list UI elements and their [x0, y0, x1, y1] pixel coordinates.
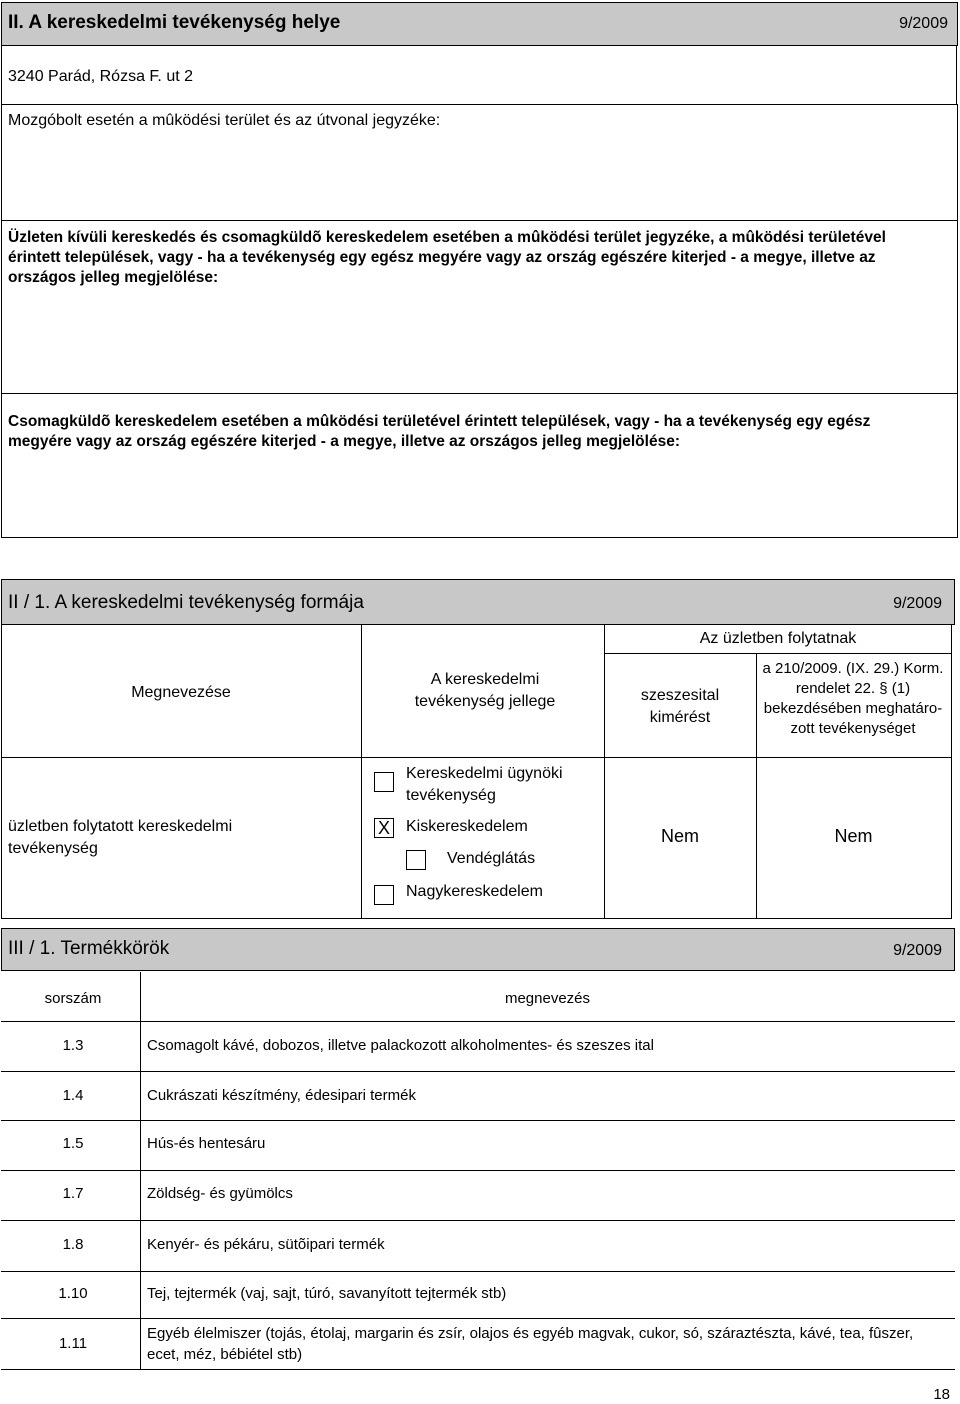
- section3-1-title: III / 1. Termékkörök: [8, 938, 170, 959]
- table-header-divider: [1, 757, 952, 758]
- row-divider: [1, 1220, 955, 1221]
- products-header-divider: [1, 1021, 955, 1022]
- mobile-route-label: Mozgóbolt esetén a mûködési terület és az útvonal jegyzéke:: [8, 112, 441, 129]
- row-name: Kenyér- és pékáru, sütõipari termék: [147, 1236, 385, 1253]
- table-col-divider-2: [604, 625, 605, 919]
- row-code: 1.5: [62, 1135, 84, 1152]
- col-product-header: megnevezés: [504, 990, 591, 1007]
- checkbox-wholesale[interactable]: [374, 885, 394, 905]
- table-col-divider-3: [756, 653, 757, 919]
- option-catering-label: Vendéglátás: [447, 850, 536, 867]
- checkbox-retail[interactable]: X: [374, 818, 394, 838]
- section2-1-date: 9/2009: [893, 595, 942, 612]
- section2-1-title: II / 1. A kereskedelmi tevékenység formája: [8, 592, 364, 613]
- section2-title: II. A kereskedelmi tevékenység helye: [8, 12, 341, 33]
- products-col-divider: [140, 972, 141, 1370]
- row-name: Egyéb élelmiszer (tojás, étolaj, margarin és zsír, olajos és egyéb magvak, cukor, só, száraztészta, kávé, tea, fûszer, ecet, méz, bébiétel stb): [147, 1325, 914, 1363]
- address-value: 3240 Parád, Rózsa F. ut 2: [8, 68, 193, 85]
- col-nature-header: A kereskedelmi tevékenység jellege: [414, 671, 556, 710]
- mailorder-area-label: Csomagküldõ kereskedelem esetében a mûködési területével érintett települések, vagy - ha a tevékenység egy egész megyére vagy az ország egészére kiterjed - a megye, illetve az országos jelleg megjelölése:: [8, 413, 871, 450]
- row-divider: [1, 1318, 955, 1319]
- col-alcohol-header: szeszesital kimérést: [640, 687, 720, 726]
- alcohol-value: Nem: [660, 826, 699, 846]
- row-name: Csomagolt kávé, dobozos, illetve palackozott alkoholmentes- és szeszes ital: [147, 1037, 654, 1054]
- checkbox-agency[interactable]: [374, 772, 394, 792]
- row-name: Hús-és hentesáru: [147, 1135, 266, 1152]
- table-bottom-border: [1, 918, 952, 919]
- row-code: 1.11: [58, 1335, 88, 1352]
- row-divider: [1, 1170, 955, 1171]
- table-right-border: [951, 625, 952, 919]
- col-name-header: Megnevezése: [131, 684, 231, 701]
- row-divider: [1, 1071, 955, 1072]
- col-decree-header: a 210/2009. (IX. 29.) Korm. rendelet 22. § (1) bekezdésében meghatáro-zott tevékenységet: [762, 660, 944, 737]
- row-divider: [1, 1120, 955, 1121]
- decree-value: Nem: [834, 826, 873, 846]
- checkbox-catering[interactable]: [406, 850, 426, 870]
- table-left-border: [1, 625, 2, 919]
- row-code: 1.8: [62, 1236, 84, 1253]
- row-code: 1.3: [62, 1037, 84, 1054]
- row-name: Tej, tejtermék (vaj, sajt, túró, savanyított tejtermék stb): [147, 1285, 507, 1302]
- row-name: Cukrászati készítmény, édesipari termék: [147, 1087, 416, 1104]
- offsite-area-label: Üzleten kívüli kereskedés és csomagküldõ kereskedelem esetében a mûködési terület jegyzéke, a mûködési területével érintett települések, vagy - ha a tevékenység egy egész megyére vagy az ország egészére kiterjed - a megye, illetve az országos jelleg megjelölése:: [8, 229, 886, 286]
- row-code: 1.4: [62, 1087, 84, 1104]
- table-col-divider-1: [361, 625, 362, 919]
- row-code: 1.7: [62, 1185, 84, 1202]
- products-bottom-border: [1, 1369, 955, 1370]
- section3-1-date: 9/2009: [893, 942, 942, 959]
- row-code: 1.10: [58, 1285, 88, 1302]
- page-number: 18: [933, 1386, 950, 1403]
- group-header-divider: [604, 653, 952, 654]
- option-wholesale-label: Nagykereskedelem: [406, 883, 543, 900]
- col-group-header: Az üzletben folytatnak: [699, 630, 857, 647]
- col-code-header: sorszám: [44, 990, 102, 1007]
- row-activity-name: üzletben folytatott kereskedelmi tevékenység: [8, 818, 233, 857]
- row-name: Zöldség- és gyümölcs: [147, 1185, 293, 1202]
- section2-date: 9/2009: [899, 15, 948, 32]
- row-divider: [1, 1271, 955, 1272]
- option-retail-label: Kiskereskedelem: [406, 818, 528, 835]
- option-agency-label: Kereskedelmi ügynöki tevékenység: [406, 765, 563, 804]
